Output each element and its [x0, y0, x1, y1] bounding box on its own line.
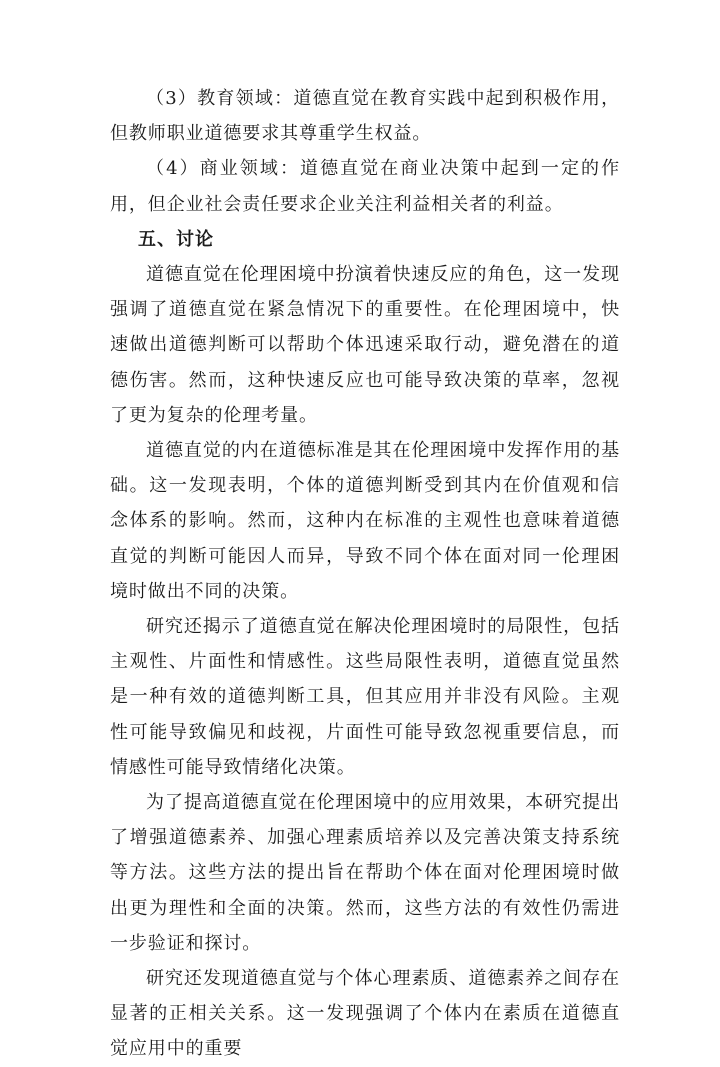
paragraph: 研究还揭示了道德直觉在解决伦理困境时的局限性，包括主观性、片面性和情感性。这些局限性表明，道德直觉虽然是一种有效的道德判断工具，但其应用并非没有风险。主观性可能导致偏见和歧视，片面性可能导致忽视重要信息，而情感性可能导致情绪化决策。	[110, 616, 620, 778]
paragraph: 道德直觉的内在道德标准是其在伦理困境中发挥作用的基础。这一发现表明，个体的道德判断受到其内在价值观和信念体系的影响。然而，这种内在标准的主观性也意味着道德直觉的判断可能因人而异，导致不同个体在面对同一伦理困境时做出不同的决策。	[110, 440, 620, 602]
paragraph: 研究还发现道德直觉与个体心理素质、道德素养之间存在显著的正相关关系。这一发现强调了个体内在素质在道德直觉应用中的重要	[110, 968, 620, 1060]
document-body	[110, 81, 620, 1067]
paragraph: 为了提高道德直觉在伦理困境中的应用效果，本研究提出了增强道德素养、加强心理素质培养以及完善决策支持系统等方法。这些方法的提出旨在帮助个体在面对伦理困境时做出更为理性和全面的决策。然而，这些方法的有效性仍需进一步验证和探讨。	[110, 792, 620, 954]
list-item-education: （3）教育领域：道德直觉在教育实践中起到积极作用，但教师职业道德要求其尊重学生权益。	[110, 88, 620, 145]
section-heading: 五、讨论	[138, 228, 214, 250]
paragraph: 道德直觉在伦理困境中扮演着快速反应的角色，这一发现强调了道德直觉在紧急情况下的重要性。在伦理困境中，快速做出道德判断可以帮助个体迅速采取行动，避免潜在的道德伤害。然而，这种快速反应也可能导致决策的草率，忽视了更为复杂的伦理考量。	[110, 264, 620, 426]
list-item-business: （4）商业领域：道德直觉在商业决策中起到一定的作用，但企业社会责任要求企业关注利益相关者的利益。	[110, 158, 620, 215]
